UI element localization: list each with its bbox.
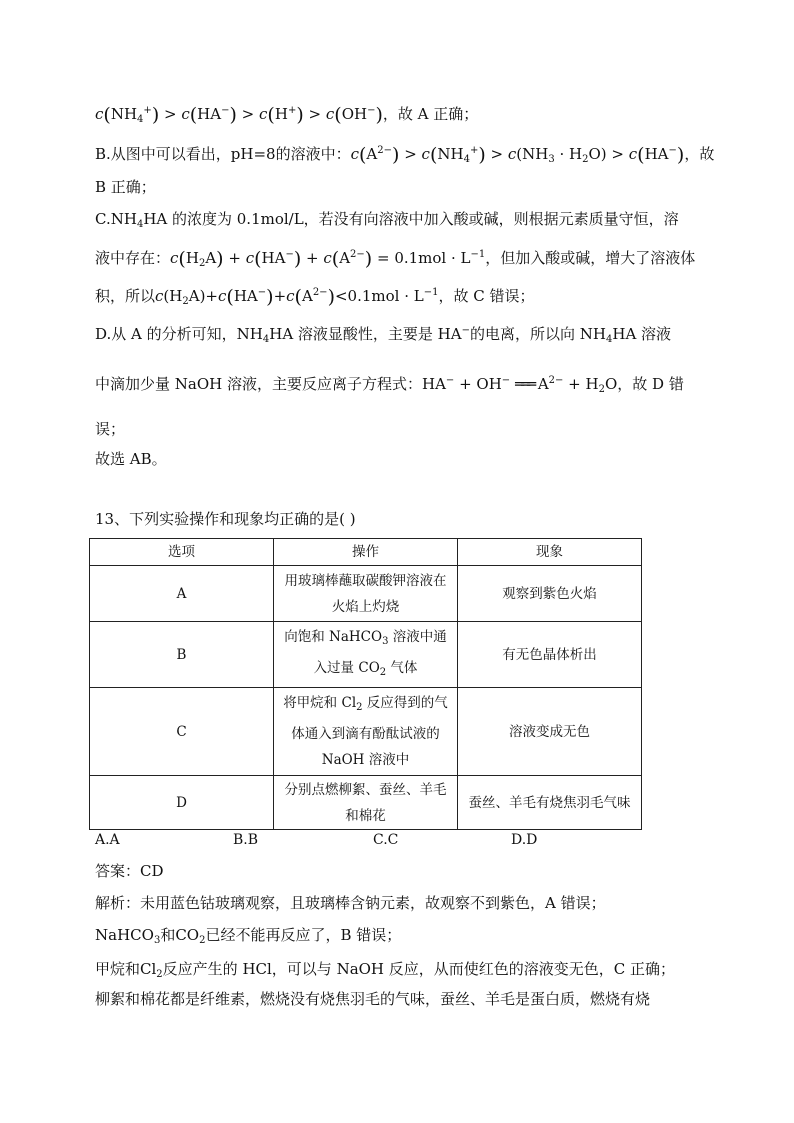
line5-tail: ，但加入酸或碱，增大了溶液体 xyxy=(485,249,696,267)
line7-mid: HA 溶液显酸性，主要是 HA xyxy=(269,325,462,343)
row-label: B xyxy=(90,622,274,688)
line2-head: B.从图中可以看出，pH=8的溶液中： xyxy=(95,145,351,163)
row-label: D xyxy=(90,776,274,830)
exp3-tail: 反应产生的 HCl，可以与 NaOH 反应，从而使红色的溶液变无色，C 正确； xyxy=(162,960,676,978)
explanation-c: 甲烷和$Cl_2$反应产生的 HCl，可以与 NaOH 反应，从而使红色的溶液变无色，C 正确； xyxy=(95,960,676,980)
option-c-analysis: $C.NH_4HA$ 的浓度为 0.1mol/L，若没有向溶液中加入酸或碱，则根据元素质量守恒，溶 xyxy=(95,210,679,230)
op-text: 气体 xyxy=(386,659,418,676)
table-row xyxy=(90,688,642,776)
mass-balance-line: 液中存在：$c(H_2A) + c(HA^-) + c(A^{2-}) = 0.1mol \cdot L^{-1}$，但加入酸或碱，增大了溶液体 xyxy=(95,248,696,270)
header-operation: 操作 xyxy=(274,539,458,566)
line6-head: 积，所以 xyxy=(95,287,156,305)
line7-mid2: 的电离，所以向 xyxy=(470,325,576,343)
line1-tail: ，故 A 正确； xyxy=(382,105,479,123)
table-row xyxy=(90,776,642,830)
exp3-head: 甲烷和 xyxy=(95,960,141,978)
row-label: C xyxy=(90,688,274,776)
line5-val: = 0.1mol · L xyxy=(376,249,471,267)
line2-tail: ，故 xyxy=(684,145,715,163)
row-operation: 分别点燃柳絮、蚕丝、羊毛和棉花 xyxy=(274,776,458,830)
line7-tail: HA 溶液 xyxy=(612,325,672,343)
prev-answer-line: 故选 AB。 xyxy=(95,450,167,468)
line6-tail: ，故 C 错误； xyxy=(438,287,535,305)
header-phenomenon: 现象 xyxy=(458,539,642,566)
line8-head: 中滴加少量 NaOH 溶液，主要反应离子方程式： xyxy=(95,375,422,393)
line7-head: D.从 A 的分析可知， xyxy=(95,325,237,343)
exp2-mid: 和 xyxy=(160,926,176,944)
table-header-row xyxy=(90,539,642,566)
line9: 误； xyxy=(95,420,126,438)
question-stem: 13、下列实验操作和现象均正确的是( ) xyxy=(95,510,356,528)
op-text: 溶液中通入过量 xyxy=(313,628,447,676)
line3: B 正确； xyxy=(95,178,156,196)
op-text: 将甲烷和 xyxy=(283,695,342,711)
row-phenomenon: 有无色晶体析出 xyxy=(458,622,642,688)
exp2-tail: 已经不能再反应了，B 错误； xyxy=(205,926,402,944)
row-label: A xyxy=(90,566,274,622)
row-phenomenon: 蚕丝、羊毛有烧焦羽毛气味 xyxy=(458,776,642,830)
row-operation: 将甲烷和 $Cl_2$ 反应得到的气体通入到滴有酚酞试液的 NaOH 溶液中 xyxy=(274,688,458,776)
choice-d: D.D xyxy=(511,832,538,848)
header-option: 选项 xyxy=(90,539,274,566)
volume-line: 积，所以$c(H_2A)+c(HA^-)+c(A^{2-})<0.1mol \cdot L^{-1}$，故 C 错误； xyxy=(95,286,535,308)
explanation-a: 解析：未用蓝色钴玻璃观察，且玻璃棒含钠元素，故观察不到紫色，A 错误； xyxy=(95,894,606,912)
options-table xyxy=(89,538,642,830)
line6-val: <0.1mol · L xyxy=(334,287,424,305)
row-phenomenon: 溶液变成无色 xyxy=(458,688,642,776)
line5-head: 液中存在： xyxy=(95,249,171,267)
choice-c: C.C xyxy=(373,832,399,848)
option-b-analysis: B.从图中可以看出，pH=8的溶液中：$c(A^{2-}) > c(NH_4^+) > c(NH_3 \cdot H_2O) > c(HA^-)$，故 xyxy=(95,144,715,166)
line4-head: C. xyxy=(95,210,111,228)
answer-line: 答案：CD xyxy=(95,862,164,880)
op-text: 向饱和 xyxy=(284,628,330,645)
choice-b: B.B xyxy=(233,832,259,848)
row-operation: 向饱和 NaHCO$_3$ 溶液中通入过量 $CO_2$ 气体 xyxy=(274,622,458,688)
conc-order-line: $c(NH_4^+) > c(HA^-) > c(H^+) > c(OH^-)$，故 A 正确； xyxy=(95,104,479,126)
table-row xyxy=(90,622,642,688)
op-text: 反应得到的气体通入到滴有酚酞试液的 NaOH 溶液中 xyxy=(291,695,448,768)
explanation-b: NaHCO$_3$和$CO_2$已经不能再反应了，B 错误； xyxy=(95,926,402,946)
ionic-equation-line: 中滴加少量 NaOH 溶液，主要反应离子方程式：HA− + OH− ═══ $A^{2-} + H_2O$，故 D 错 xyxy=(95,375,684,395)
row-operation: 用玻璃棒蘸取碳酸钾溶液在火焰上灼烧 xyxy=(274,566,458,622)
table-row xyxy=(90,566,642,622)
option-d-analysis: D.从 A 的分析可知，$NH_4HA$ 溶液显酸性，主要是 HA−的电离，所以向 $NH_4HA$ 溶液 xyxy=(95,325,672,345)
line4-mid: HA 的浓度为 0.1mol/L，若没有向溶液中加入酸或碱，则根据元素质量守恒，溶 xyxy=(143,210,679,228)
row-phenomenon: 观察到紫色火焰 xyxy=(458,566,642,622)
choice-a: A.A xyxy=(95,832,120,848)
explanation-d: 柳絮和棉花都是纤维素，燃烧没有烧焦羽毛的气味，蚕丝、羊毛是蛋白质，燃烧有烧 xyxy=(95,990,651,1008)
line8-tail: ，故 D 错 xyxy=(617,375,684,393)
